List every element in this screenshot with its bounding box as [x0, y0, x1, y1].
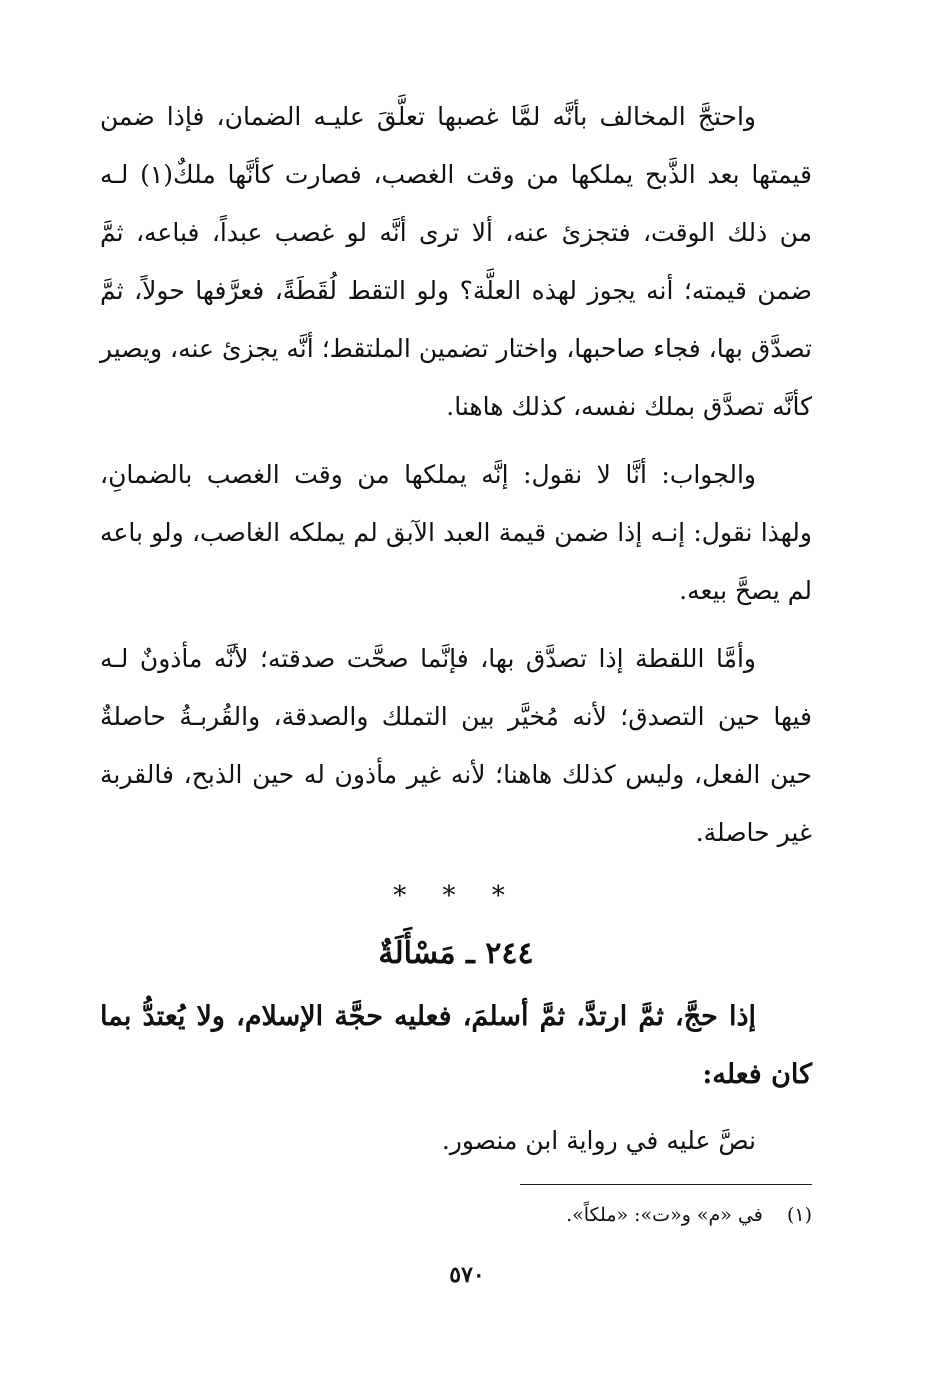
paragraph-answer: والجواب: أنَّا لا نقول: إنَّه يملكها من وقت الغصب بالضمانِ، ولهذا نقول: إنـه إذا ضمن قيمة العبد الآبق لم يملكه الغاصب، ولو باعه لم يصحَّ بيعه. — [100, 460, 812, 605]
issue-dash: ـ — [466, 936, 475, 971]
paragraph-objection: واحتجَّ المخالف بأنَّه لمَّا غصبها تعلَّقَ عليـه الضمان، فإذا ضمن قيمتها بعد الذَّبح يملكها من وقت الغصب، فصارت كأنَّها ملكٌ(١) لـه من ذلك الوقت، فتجزئ عنه، ألا ترى أنَّه لو غصب عبداً، فباعه، ثمَّ ضمن قيمته؛ أنه يجوز لهذه العلَّة؟ ولو التقط لُقَطَةً، فعرَّفها حولاً، ثمَّ تصدَّق بها، فجاء صاحبها، واختار تضمين الملتقط؛ أنَّه يجزئ عنه، ويصير كأنَّه تصدَّق بملك نفسه، كذلك هاهنا. — [100, 102, 812, 421]
footnote-text: في «م» و«ت»: «ملكاً». — [566, 1204, 763, 1226]
book-page — [100, 88, 812, 1170]
issue-statement: إذا حجَّ، ثمَّ ارتدَّ، ثمَّ أسلمَ، فعليه حجَّة الإسلام، ولا يُعتدُّ بما كان فعله: — [100, 1001, 812, 1090]
issue-number: ٢٤٤ — [485, 936, 534, 971]
paragraph-luqata: وأمَّا اللقطة إذا تصدَّق بها، فإنَّما صحَّت صدقته؛ لأنَّه مأذونٌ لـه فيها حين التصدق؛ لأنه مُخيَّر بين التملك والصدقة، والقُربـةُ حاصلةٌ حين الفعل، وليس كذلك هاهنا؛ لأنه غير مأذون له حين الذبح، فالقربة غير حاصلة. — [100, 644, 812, 847]
footnote-divider — [520, 1184, 812, 1185]
footnote-number: (١) — [786, 1204, 812, 1226]
section-separator: * * * — [393, 881, 519, 911]
issue-title: مَسْأَلَةٌ — [378, 936, 456, 971]
footnote — [212, 1200, 812, 1230]
issue-note: نصَّ عليه في رواية ابن منصور. — [441, 1126, 756, 1155]
page-number: ٥٧٠ — [449, 1262, 485, 1288]
issue-heading — [100, 924, 812, 984]
